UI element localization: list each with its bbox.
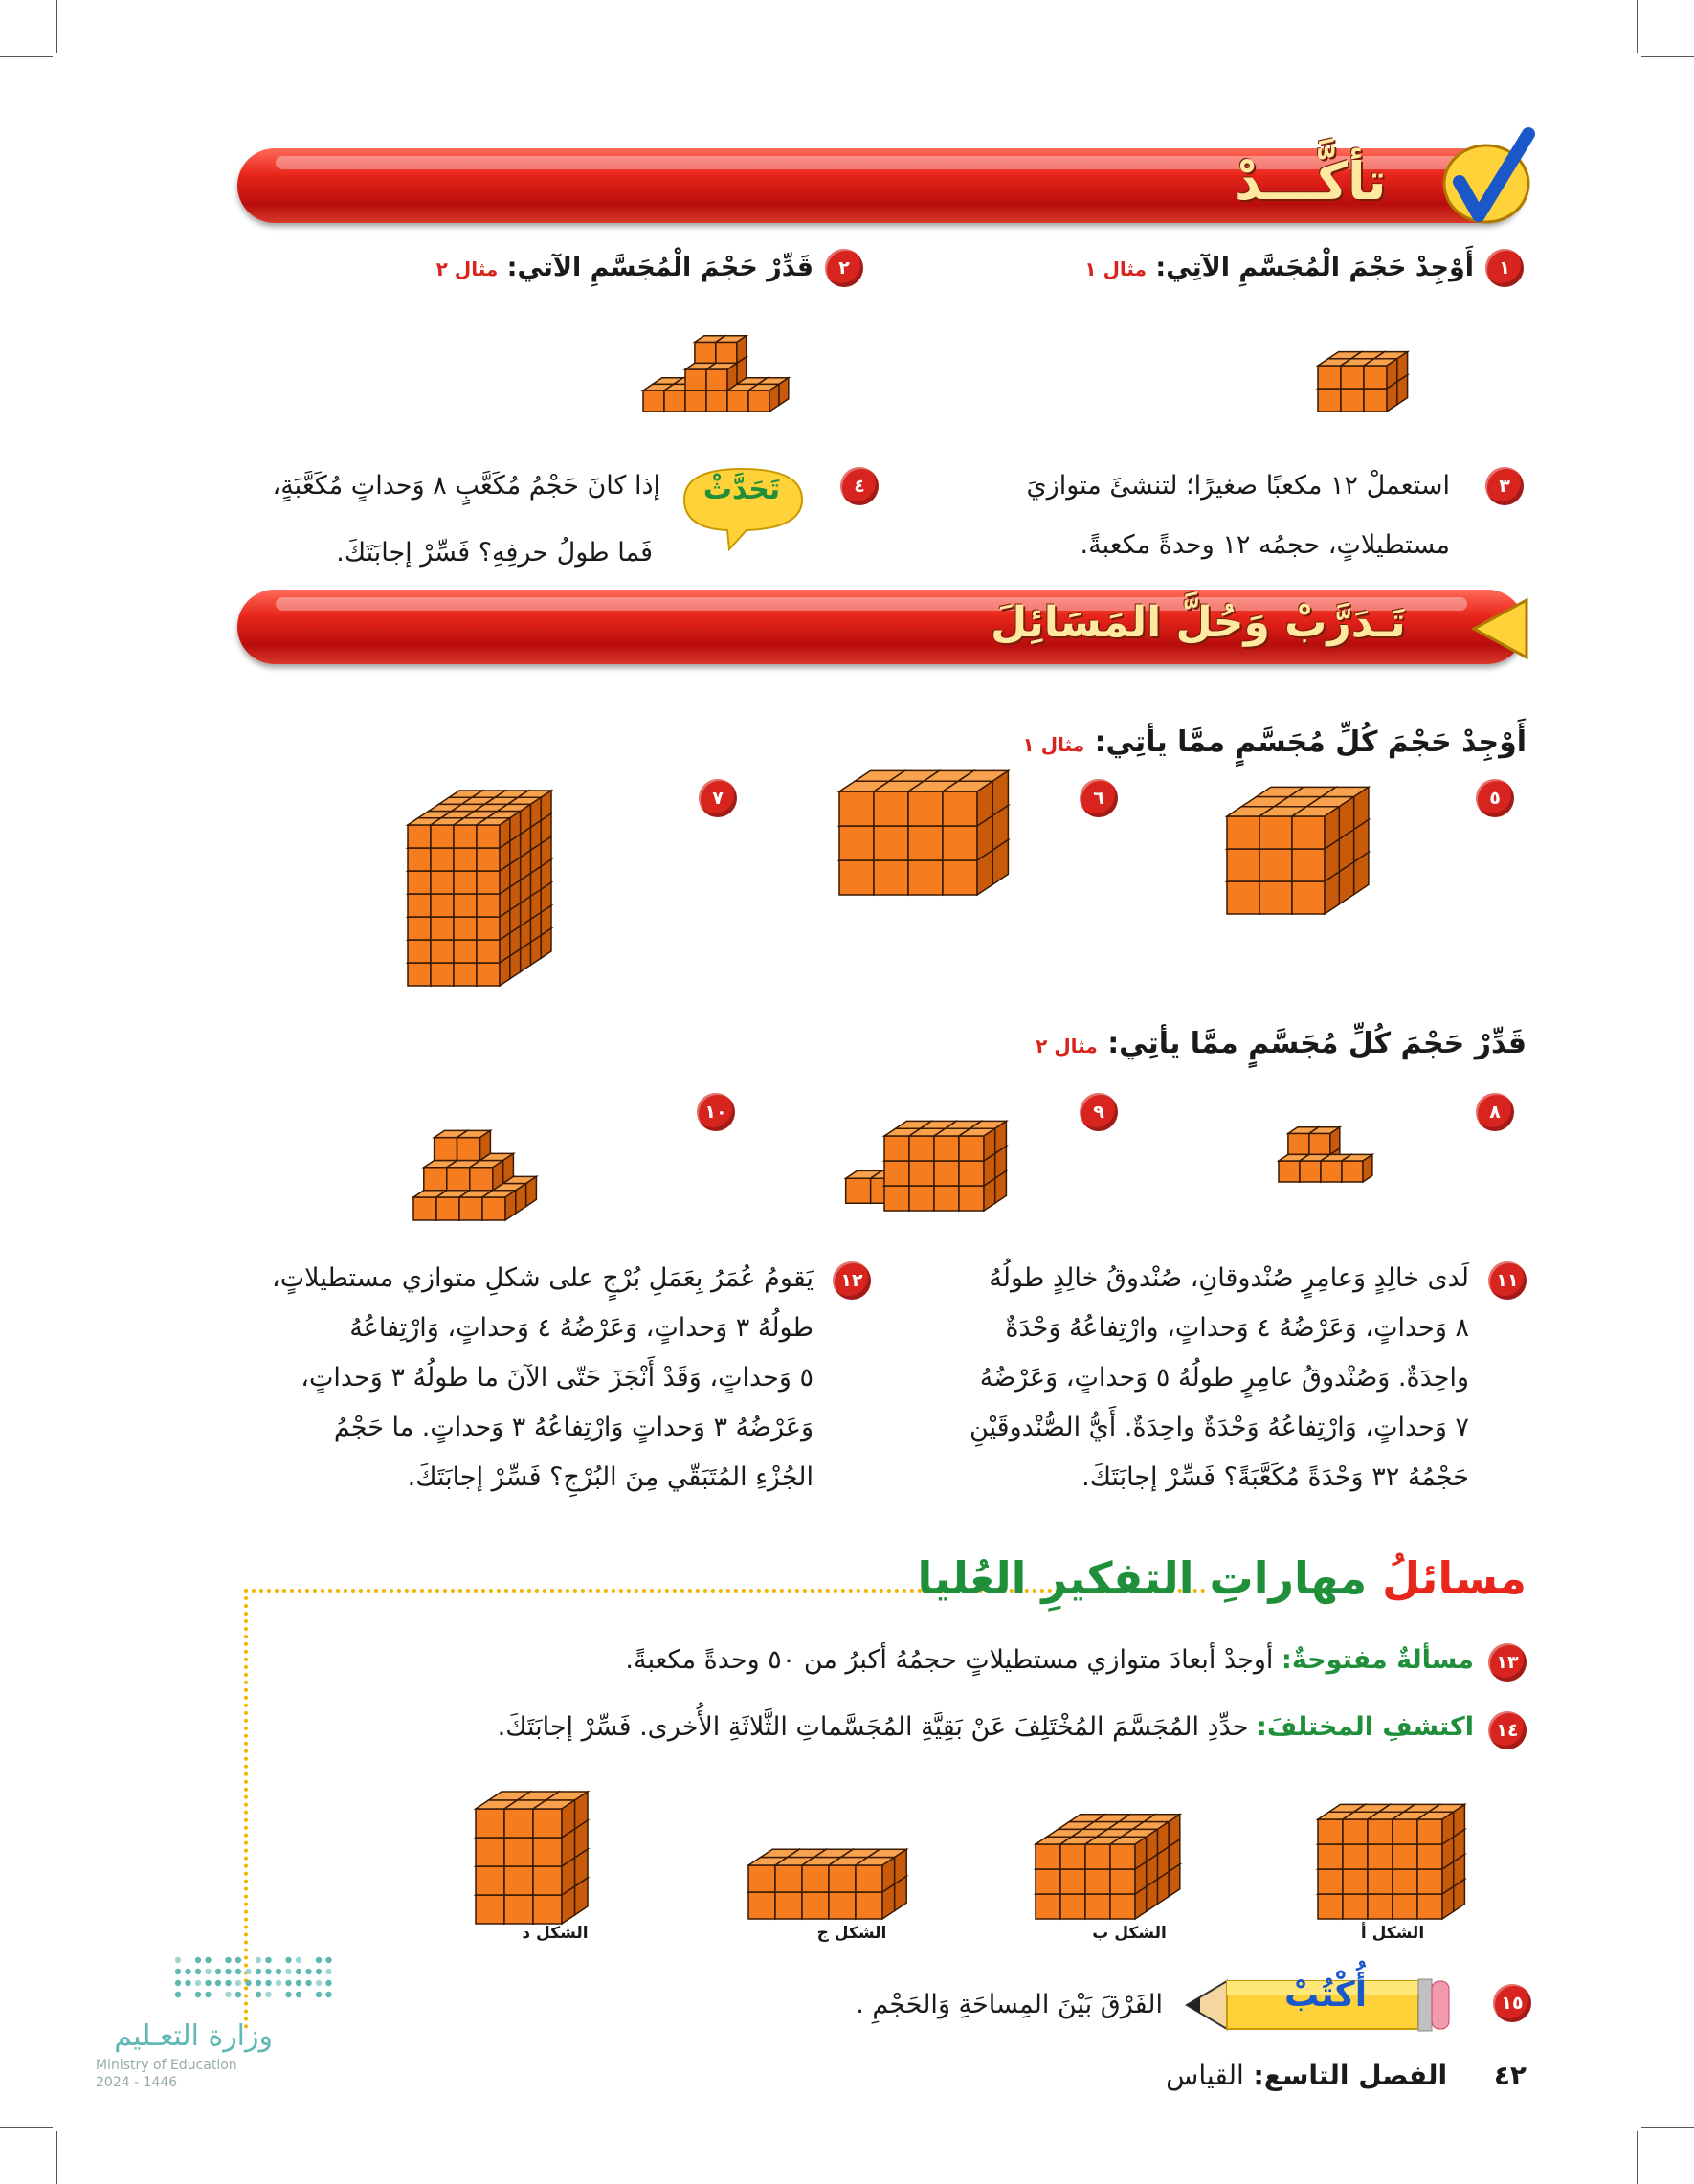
text-line: واحِدَةٌ. وَصُنْدوقُ عامِرٍ طولُهُ ٥ وَحداتٍ، وَعَرْضُهُ [979,1363,1469,1393]
shape-b [1034,1780,1215,1924]
ministry-logo-icon [172,1952,345,2010]
shape-c [747,1814,919,1924]
page-footer [1166,2060,1527,2091]
question-13-text: مسألةٌ مفتوحةٌ: أوجدْ أبعادَ متوازي مستطيلاتٍ حجمُهُ أكبرُ من ٥٠ وحدةً مكعبةً. [625,1645,1474,1675]
question-12-text [272,1254,814,1503]
shape-label: الشكل أ [1360,1924,1425,1943]
crop-mark [56,2131,57,2184]
question-number: ١٣ [1488,1643,1527,1682]
confirm-title: تأكَّـــدْ [1235,151,1387,212]
text-line: الجُزْءِ المُتَبَقّي مِنَ البُرْجِ؟ فَسِّرْ إجابَتَكَ. [407,1462,814,1492]
question-number: ٧ [699,779,737,817]
text-line: ٨ وَحداتٍ، وَعَرْضُهُ ٤ وَحداتٍ، وارْتِفاعُهُ وَحْدَةٌ [1005,1313,1469,1343]
text-line: ٥ وَحداتٍ، وَقَدْ أَنْجَزَ حَتّى الآنَ ما طولُهُ ٣ وَحداتٍ، [301,1363,814,1393]
crop-mark [0,56,53,57]
question-number: ٢ [825,249,863,287]
page-number: ٤٢ [1493,2060,1527,2091]
chapter-topic: القياس [1166,2060,1244,2091]
question-11-text [970,1254,1469,1503]
cube-figure-10 [412,1091,565,1225]
cube-figure-5 [1225,775,1388,919]
instruction-2: قَدِّرْ حَجْمَ كُلِّ مُجَسَّمٍ ممَّا يأتِي: مثال ٢ [1036,1027,1527,1060]
question-number: ٤ [840,467,879,505]
question-3-line2: مستطيلاتٍ، حجمُه ١٢ وحدةً مكعبةً. [1080,530,1450,560]
question-number: ٨ [1476,1093,1514,1131]
crop-mark [56,0,57,53]
question-2-text: قَدِّرْ حَجْمَ الْمُجَسَّمِ الآتي: مثال ٢ [435,253,814,282]
question-number: ١٤ [1488,1711,1527,1749]
crop-mark [1641,2127,1694,2128]
shape-label: الشكل د [522,1924,589,1943]
question-number: ١٢ [833,1261,871,1300]
ministry-name-en: Ministry of Education [96,2058,237,2073]
question-number: ٦ [1080,779,1118,817]
shape-label: الشكل ج [816,1924,887,1943]
instruction-1: أَوْجِدْ حَجْمَ كُلِّ مُجَسَّمٍ ممَّا يأتِي: مثال ١ [1022,725,1527,759]
text-line: ٧ وَحداتٍ، وَارْتِفاعُهُ وَحْدَةٌ واحِدَةٌ. أَيُّ الصُّنْدوقَيْنِ [969,1413,1469,1442]
question-1-text: أَوْجِدْ حَجْمَ الْمُجَسَّمِ الآتِي: مثال ١ [1084,253,1474,282]
cube-figure-6 [837,775,1010,900]
practice-title: تَـدَرَّبْ وَحُلَّ المَسَائِلَ [991,598,1406,647]
question-4-line2: فَما طولُ حرفِهِ؟ فَسِّرْ إجابَتَكَ. [336,538,653,568]
cube-figure-9 [833,1091,986,1215]
crop-mark [1641,56,1694,57]
crop-mark [1637,0,1638,53]
text-line: طولُهُ ٣ وَحداتٍ، وَعَرْضُهُ ٤ وَحداتٍ، وَارْتِفاعُهُ [349,1313,814,1343]
question-number: ١٠ [697,1093,735,1131]
text-line: لَدى خالِدٍ وَعامِرٍ صُنْدوقانِ، صُنْدوقُ خالِدٍ طولُهُ [989,1263,1469,1293]
question-14-text: اكتشفِ المختلفَ: حدِّدِ المُجَسَّمَ المُخْتَلِفَ عَنْ بَقِيَّةِ المُجَسَّماتِ الثَّلاثَةِ الأُخرى. فَسِّرْ إجابَتَكَ. [497,1712,1474,1742]
question-number: ٩ [1080,1093,1118,1131]
question-number: ٥ [1476,779,1514,817]
text-line: يَقومُ عُمَرُ بِعَمَلِ بُرْجٍ على شكلِ متوازي مستطيلاتٍ، [272,1263,814,1293]
ministry-name-ar: وزارة التعـليم [114,2019,273,2053]
question-15-text: الفَرْقَ بَيْنَ المِساحَةِ وَالحَجْمِ . [856,1990,1163,2019]
question-number: ١ [1485,249,1524,287]
crop-mark [0,2127,53,2128]
text-line: وَعَرْضُهُ ٣ وَحداتٍ وَارْتِفاعُهُ ٣ وَحداتٍ. ما حَجْمُ [333,1413,814,1442]
text-line: حَجْمُهُ ٣٢ وَحْدَةً مُكَعَّبَةً؟ فَسِّرْ إجابَتَكَ. [1081,1462,1469,1492]
cube-figure-q2 [641,311,794,416]
talk-badge: تَحَدَّثْ [702,473,781,506]
shape-label: الشكل ب [1092,1924,1167,1943]
shape-a [1316,1780,1498,1924]
write-badge: أُكْتُبْ [1283,1975,1368,2015]
question-number: ٣ [1485,467,1524,505]
cube-figure-7 [402,775,593,991]
question-number: ١١ [1488,1261,1527,1300]
checkmark-icon [1440,124,1536,230]
crop-mark [1637,2131,1638,2184]
cube-figure-q1 [1316,330,1431,416]
shape-d [474,1775,608,1928]
triangle-arrow-icon [1469,595,1536,662]
question-3-line1: استعملْ ١٢ مكعبًا صغيرًا؛ لتنشئَ متوازيَ [1026,471,1450,501]
question-number: ١٥ [1493,1984,1531,2022]
question-4-line1: إذا كانَ حَجْمُ مُكَعَّبٍ ٨ وَحداتٍ مُكَعَّبَةٍ، [272,471,660,501]
hots-title: مسائلُ مهاراتِ التفكيرِ العُليا [917,1552,1527,1604]
cube-figure-8 [1235,1101,1378,1187]
ministry-year: 2024 - 1446 [96,2075,178,2090]
chapter-label: الفصل التاسع: [1253,2060,1448,2091]
